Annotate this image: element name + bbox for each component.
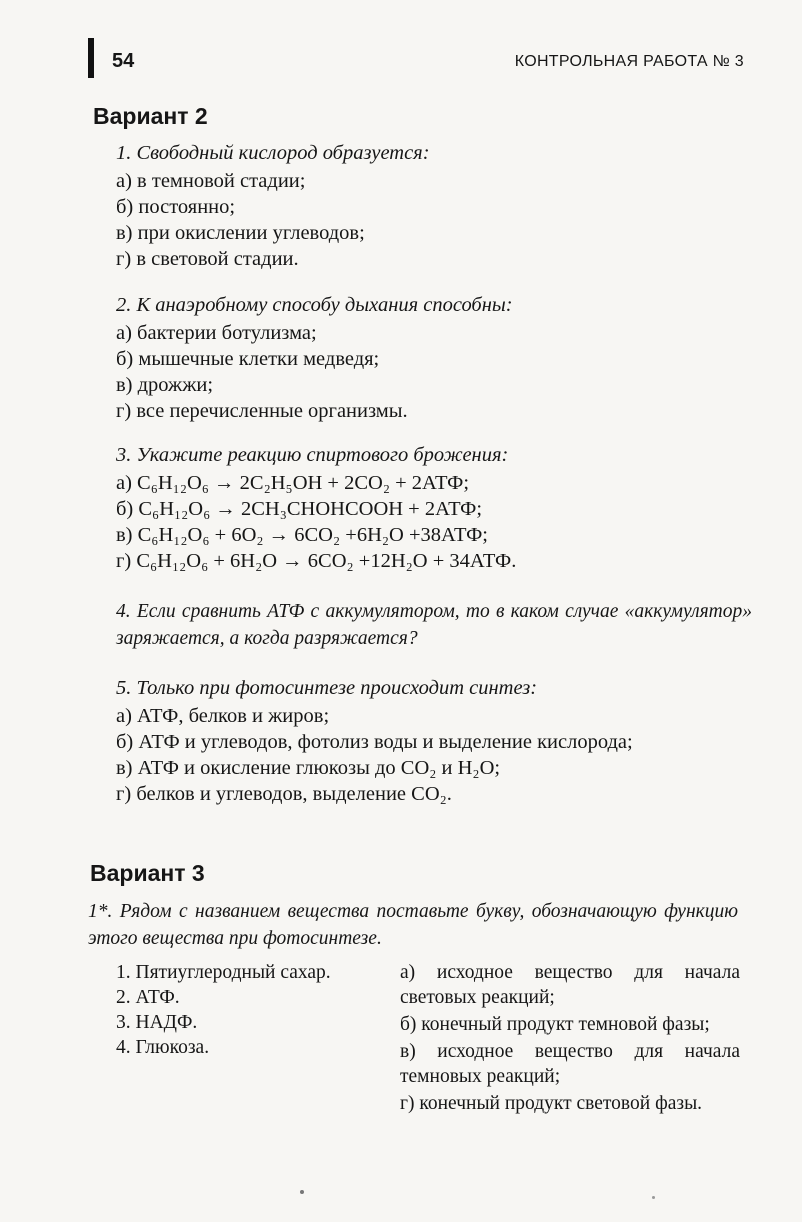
- variant-2-heading: Вариант 2: [93, 103, 208, 129]
- function-item: а) исходное вещество для начала световых реакций;: [400, 962, 740, 1008]
- functions-list: [400, 960, 740, 1118]
- answer-option: г) белков и углеводов, выделение CO₂.: [116, 783, 452, 805]
- answer-option: б) мышечные клетки медведя;: [116, 348, 380, 370]
- reaction-option: а) C₆H₁₂O₆ → 2C₂H₅OH + 2CO₂ + 2АТФ;: [116, 472, 470, 494]
- function-item: в) исходное вещество для начала темновых реакций;: [400, 1041, 740, 1087]
- page-edge-rule: [88, 38, 94, 78]
- v2-question-2: [116, 292, 513, 424]
- question-text: 5. Только при фотосинтезе происходит синтез:: [116, 677, 538, 699]
- substance-item: 1. Пятиуглеродный сахар.: [116, 962, 331, 983]
- answer-option: б) АТФ и углеводов, фотолиз воды и выделение кислорода;: [116, 731, 633, 753]
- v2-question-1: [116, 140, 430, 272]
- reaction-option: в) C₆H₁₂O₆ + 6O₂ → 6CO₂ +6H₂O +38АТФ;: [116, 524, 488, 546]
- running-title: КОНТРОЛЬНАЯ РАБОТА № 3: [514, 53, 744, 70]
- answer-option: в) дрожжи;: [116, 374, 214, 396]
- answer-option: а) в темновой стадии;: [116, 170, 306, 192]
- answer-option: в) при окислении углеводов;: [116, 222, 365, 244]
- substance-item: 4. Глюкоза.: [116, 1037, 210, 1058]
- substance-item: 3. НАДФ.: [116, 1012, 198, 1033]
- answer-option: в) АТФ и окисление глюкозы до CO₂ и H₂O;: [116, 757, 501, 779]
- v2-question-5: [116, 675, 633, 807]
- question-text: 3. Укажите реакцию спиртового брожения:: [116, 444, 509, 466]
- answer-option: г) в световой стадии.: [116, 248, 299, 270]
- v2-question-4: 4. Если сравнить АТФ с аккумулятором, то в каком случае «аккумулятор» заряжается, а когда разряжается?: [116, 601, 752, 649]
- substances-list: [116, 960, 331, 1060]
- answer-option: б) постоянно;: [116, 196, 236, 218]
- question-text: 1. Свободный кислород образуется:: [116, 142, 430, 164]
- v2-question-3: [116, 442, 516, 574]
- reaction-option: б) C₆H₁₂O₆ → 2CH₃CHOHCOOH + 2АТФ;: [116, 498, 483, 520]
- substance-item: 2. АТФ.: [116, 987, 180, 1008]
- function-item: г) конечный продукт световой фазы.: [400, 1093, 703, 1114]
- page-number: 54: [112, 50, 135, 72]
- function-item: б) конечный продукт темновой фазы;: [400, 1014, 710, 1035]
- v3-question-1: 1*. Рядом с названием вещества поставьте букву, обозначающую функцию этого вещества при фотосинтезе.: [88, 901, 738, 949]
- answer-option: а) АТФ, белков и жиров;: [116, 705, 330, 727]
- question-text: 2. К анаэробному способу дыхания способны:: [116, 294, 513, 316]
- scan-speck: [300, 1190, 304, 1194]
- reaction-option: г) C₆H₁₂O₆ + 6H₂O → 6CO₂ +12H₂O + 34АТФ.: [116, 550, 517, 572]
- answer-option: г) все перечисленные организмы.: [116, 400, 408, 422]
- variant-3-heading: Вариант 3: [90, 860, 205, 886]
- answer-option: а) бактерии ботулизма;: [116, 322, 317, 344]
- scan-speck: [652, 1196, 655, 1199]
